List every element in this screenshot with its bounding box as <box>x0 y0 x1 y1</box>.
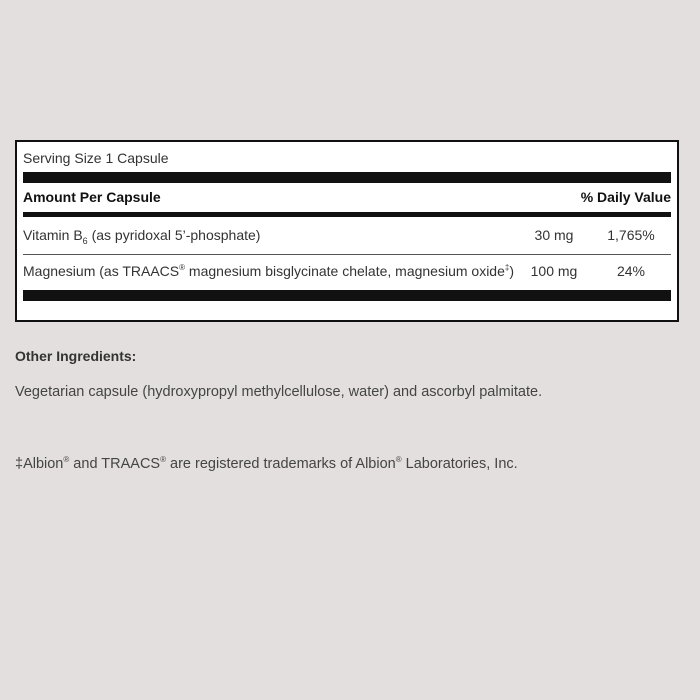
thick-divider-bottom <box>23 290 671 301</box>
other-ingredients-text: Vegetarian capsule (hydroxypropyl methylcellulose, water) and ascorbyl palmitate. <box>15 384 543 400</box>
nutrient-name: Magnesium (as TRAACS® magnesium bisglycinate chelate, magnesium oxide‡) <box>23 263 515 279</box>
trademark-footnote: ‡Albion® and TRAACS® are registered trademarks of Albion® Laboratories, Inc. <box>15 455 518 472</box>
nutrient-name: Vitamin $B_6$ (as pyridoxal 5’-phosphate) <box>23 227 261 246</box>
nutrient-amount: 100 mg <box>530 263 578 279</box>
other-ingredients-title: Other Ingredients: <box>15 348 137 364</box>
amount-per-capsule-header: Amount Per Capsule <box>23 189 161 205</box>
nutrient-daily-value: 1,765% <box>607 227 655 243</box>
nutrient-row-vitamin-b6 <box>23 219 671 253</box>
nutrient-daily-value: 24% <box>616 263 646 279</box>
nutrient-amount: 30 mg <box>534 227 574 243</box>
nutrient-row-magnesium <box>23 255 671 289</box>
medium-divider <box>23 212 671 217</box>
serving-size: Serving Size 1 Capsule <box>23 150 169 166</box>
thick-divider-top <box>23 172 671 183</box>
daily-value-header: % Daily Value <box>580 189 671 205</box>
supplement-facts-panel <box>15 140 679 322</box>
